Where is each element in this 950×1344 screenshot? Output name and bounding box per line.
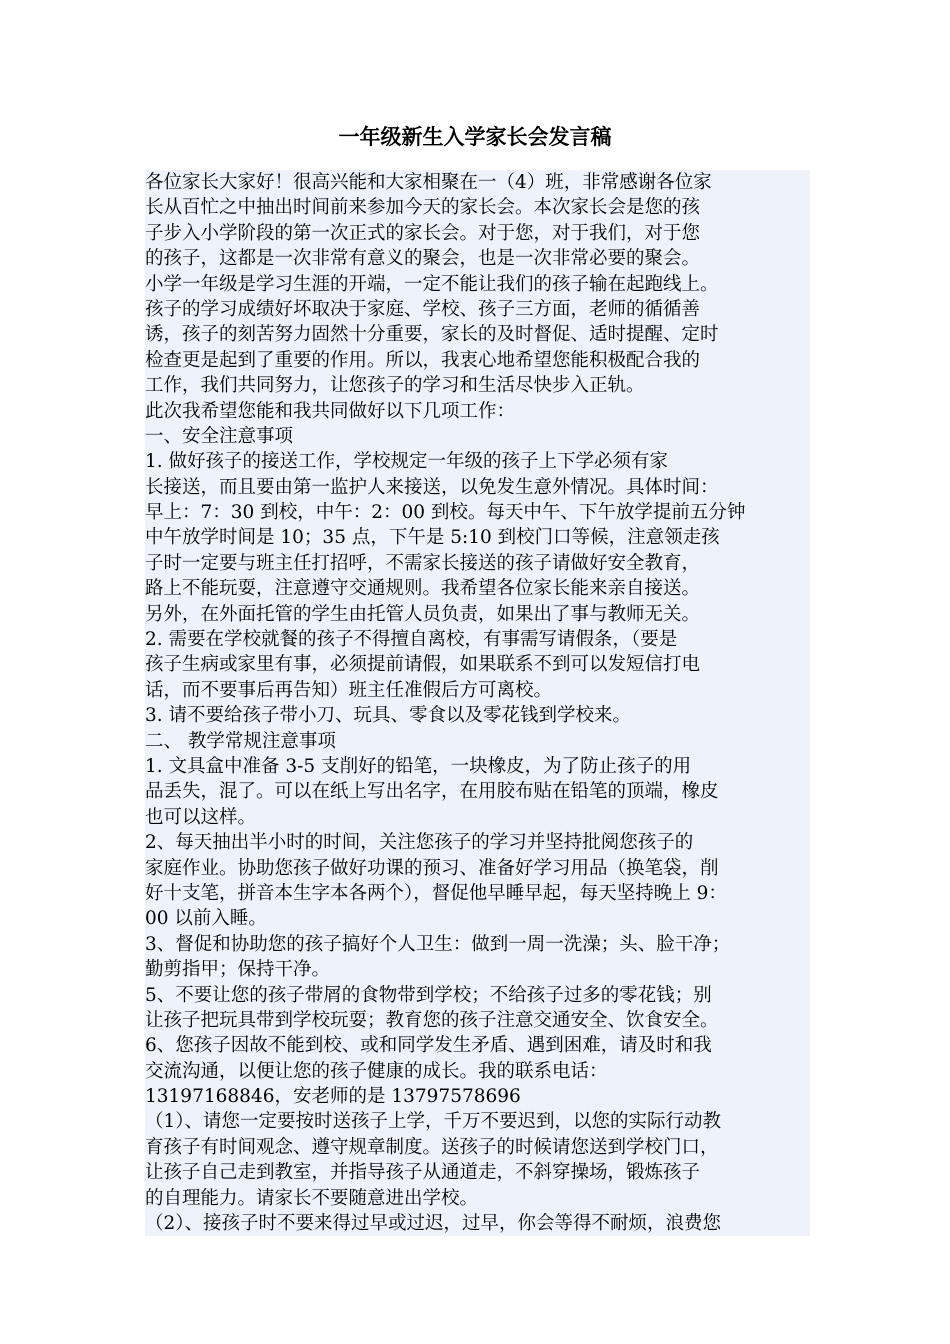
- body-line: 1. 做好孩子的接送工作，学校规定一年级的孩子上下学必须有家: [145, 451, 669, 473]
- body-line: 勤剪指甲；保持干净。: [145, 959, 331, 981]
- body-line: 13197168846，安老师的是 13797578696: [145, 1086, 521, 1108]
- body-line: 交流沟通，以便让您的孩子健康的成长。我的联系电话：: [145, 1060, 608, 1082]
- body-line: （2）、接孩子时不要来得过早或过迟，过早，你会等得不耐烦，浪费您: [145, 1213, 722, 1235]
- body-line: 孩子的学习成绩好坏取决于家庭、学校、孩子三方面，老师的循循善: [145, 298, 701, 320]
- body-line: 话，而不要事后再告知）班主任准假后方可离校。: [145, 679, 553, 701]
- body-line: 各位家长大家好！很高兴能和大家相聚在一（4）班，非常感谢各位家: [145, 172, 712, 193]
- body-line: 工作，我们共同努力，让您孩子的学习和生活尽快步入正轨。: [145, 375, 645, 397]
- body-line: 1. 文具盒中准备 3-5 支削好的铅笔，一块橡皮，为了防止孩子的用: [145, 755, 692, 777]
- body-line: 育孩子有时间观念、遵守规章制度。送孩子的时候请您送到学校门口，: [145, 1136, 719, 1158]
- body-line: 5、不要让您的孩子带屑的食物带到学校；不给孩子过多的零花钱；别: [145, 984, 712, 1006]
- body-line: 让孩子把玩具带到学校玩耍；教育您的孩子注意交通安全、饮食安全。: [145, 1009, 719, 1031]
- body-line: 检查更是起到了重要的作用。所以，我衷心地希望您能积极配合我的: [145, 349, 701, 371]
- body-line: 路上不能玩耍，注意遵守交通规则。我希望各位家长能来亲自接送。: [145, 578, 701, 600]
- body-line: 中午放学时间是 10；35 点，下午是 5:10 到校门口等候，注意领走孩: [145, 527, 720, 549]
- body-line: 家庭作业。协助您孩子做好功课的预习、准备好学习用品（换笔袋，削: [145, 857, 719, 879]
- body-line: 2. 需要在学校就餐的孩子不得擅自离校，有事需写请假条，（要是: [145, 629, 678, 651]
- body-line: （1）、请您一定要按时送孩子上学，千万不要迟到，以您的实际行动教: [145, 1111, 722, 1133]
- body-line: 子步入小学阶段的第一次正式的家长会。对于您，对于我们，对于您: [145, 222, 701, 244]
- body-line: 也可以这样。: [145, 806, 257, 828]
- body-line: 长接送，而且要由第一监护人来接送，以免发生意外情况。具体时间：: [145, 476, 719, 498]
- body-line: 长从百忙之中抽出时间前来参加今天的家长会。本次家长会是您的孩: [145, 197, 701, 219]
- body-line: 00 以前入睡。: [145, 908, 267, 930]
- body-line: 此次我希望您能和我共同做好以下几项工作：: [145, 400, 516, 422]
- body-line: 的孩子，这都是一次非常有意义的聚会，也是一次非常必要的聚会。: [145, 248, 701, 270]
- body-line: 二、 教学常规注意事项: [145, 730, 336, 752]
- document-body: [145, 170, 810, 1236]
- body-line: 6、您孩子因故不能到校、或和同学发生矛盾、遇到困难，请及时和我: [145, 1035, 712, 1057]
- body-line: 子时一定要与班主任打招呼，不需家长接送的孩子请做好安全教育，: [145, 552, 701, 574]
- body-line: 孩子生病或家里有事，必须提前请假，如果联系不到可以发短信打电: [145, 654, 701, 676]
- body-line: 品丢失，混了。可以在纸上写出名字，在用胶布贴在铅笔的顶端，橡皮: [145, 781, 719, 803]
- body-line: 2、每天抽出半小时的时间，关注您孩子的学习并坚持批阅您孩子的: [145, 832, 694, 854]
- body-line: 好十支笔，拼音本生字本各两个），督促他早睡早起，每天坚持晚上 9：: [145, 882, 727, 904]
- body-line: 早上：7：30 到校，中午：2：00 到校。每天中午、下午放学提前五分钟: [145, 502, 746, 524]
- body-line: 的自理能力。请家长不要随意进出学校。: [145, 1187, 479, 1209]
- body-line: 一、安全注意事项: [145, 425, 294, 447]
- body-line: 3. 请不要给孩子带小刀、玩具、零食以及零花钱到学校来。: [145, 705, 632, 727]
- body-line: 另外，在外面托管的学生由托管人员负责，如果出了事与教师无关。: [145, 603, 701, 625]
- body-line: 小学一年级是学习生涯的开端，一定不能让我们的孩子输在起跑线上。: [145, 273, 719, 295]
- body-line: 3、督促和协助您的孩子搞好个人卫生：做到一周一洗澡；头、脸干净；: [145, 933, 731, 955]
- body-line: 让孩子自己走到教室，并指导孩子从通道走，不斜穿操场，锻炼孩子: [145, 1162, 701, 1184]
- document-title: 一年级新生入学家长会发言稿: [338, 125, 612, 149]
- body-line: 诱，孩子的刻苦努力固然十分重要，家长的及时督促、适时提醒、定时: [145, 324, 719, 346]
